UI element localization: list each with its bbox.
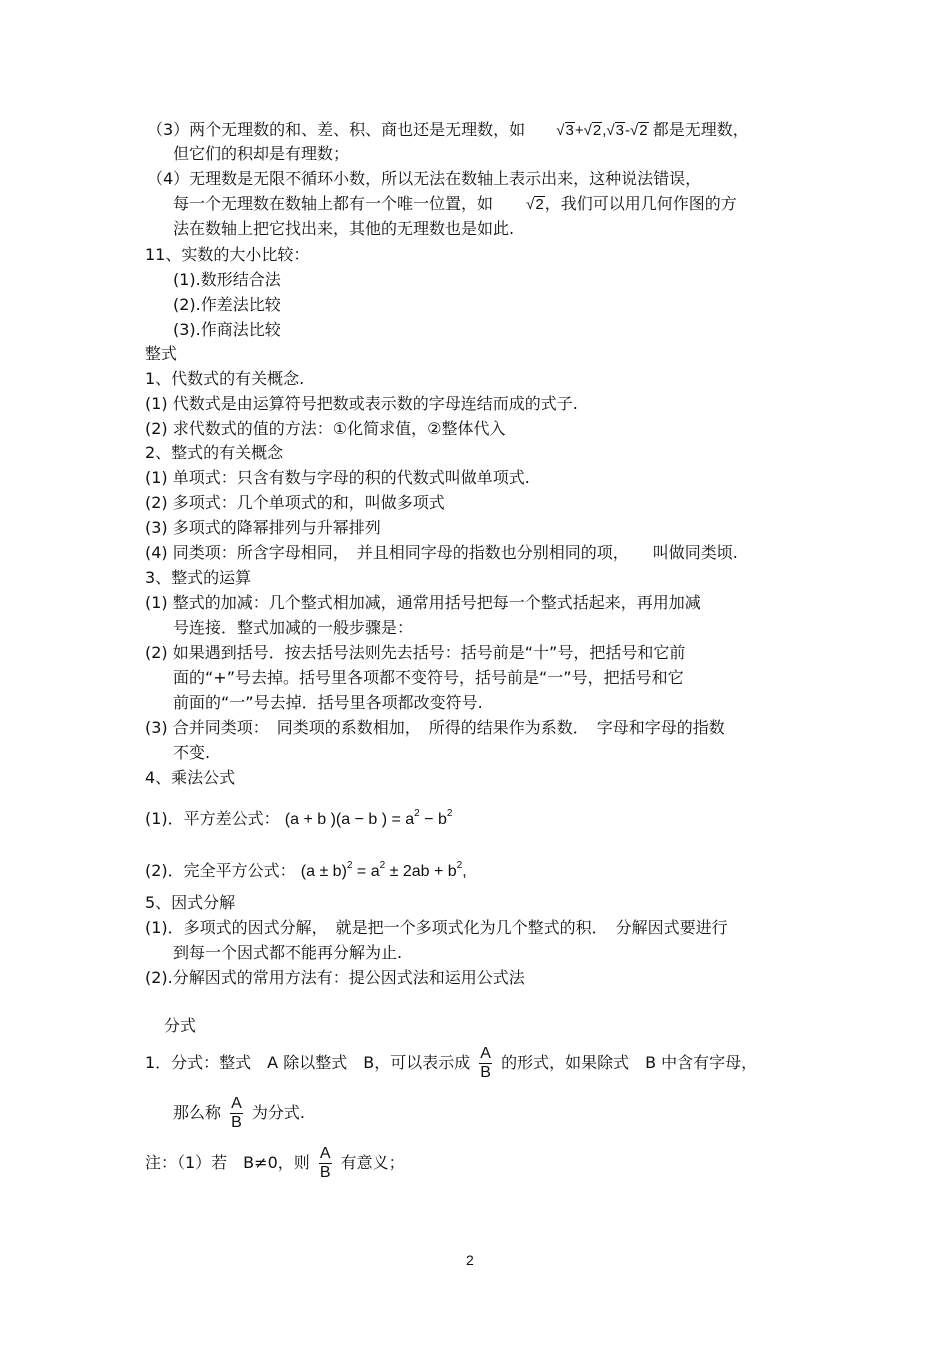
fraction-a-over-b: [319, 1145, 332, 1182]
list-item: (3).作商法比较: [173, 320, 281, 339]
text-segment: 的形式，如果除式 B 中含有字母，: [501, 1053, 758, 1072]
text-segment: 有意义；: [340, 1153, 405, 1172]
text-segment: 那么称: [173, 1103, 222, 1122]
text-segment: (1)．平方差公式：: [145, 809, 280, 828]
line-sqrt2-example: [173, 194, 737, 215]
exponent: 2: [446, 808, 453, 819]
text-line: 到每一个因式都不能再分解为止.: [173, 943, 403, 962]
text-line: （4）无理数是无限不循环小数，所以无法在数轴上表示出来，这种说法错误，: [147, 169, 702, 188]
sqrt-expression: √3+√2,√3-√2: [556, 122, 648, 139]
denominator: B: [480, 1064, 491, 1081]
definition-fraction-cont: [173, 1095, 305, 1132]
text-segment: ，我们可以用几何作图的方: [544, 194, 737, 213]
formula-part: (a ± b): [300, 863, 347, 880]
exponent: 2: [456, 860, 463, 871]
list-item: (3) 多项式的降幂排列与升幂排列: [145, 518, 381, 537]
denominator: B: [319, 1164, 331, 1181]
formula-part: (a + b )(a − b ) = a: [284, 811, 415, 828]
list-item: (1) 单项式：只含有数与字母的积的代数式叫做单项式.: [145, 468, 530, 487]
radicand: 2: [639, 122, 648, 139]
text-segment: 每一个无理数在数轴上都有一个唯一位置，如: [173, 194, 494, 213]
formula-part: = a: [352, 863, 380, 880]
list-item: (1) 整式的加减：几个整式相加减，通常用括号把每一个整式括起来，再用加减: [145, 593, 701, 612]
list-item: (2) 多项式：几个单项式的和，叫做多项式: [145, 493, 445, 512]
formula-part: − b: [419, 811, 447, 828]
fraction-a-over-b: [230, 1095, 243, 1132]
operator: -: [624, 122, 630, 139]
list-item: (2) 如果遇到括号．按去括号法则先去括号：括号前是“十”号，把括号和它前: [145, 643, 686, 662]
sqrt-expression: √2: [526, 196, 544, 213]
exponent: 2: [414, 808, 420, 819]
text-segment: （3）两个无理数的和、差、积、商也还是无理数，如: [147, 120, 526, 139]
list-item: (3) 合并同类项： 同类项的系数相加， 所得的结果作为系数． 字母和字母的指数: [145, 718, 725, 737]
operator: +: [574, 122, 584, 139]
text-segment: 都是无理数，: [652, 120, 749, 139]
page-number: 2: [466, 1252, 474, 1268]
numerator: A: [231, 1095, 242, 1112]
definition-fraction: [145, 1045, 757, 1082]
list-item: (1)．多项式的因式分解， 就是把一个多项式化为几个整式的积． 分解因式要进行: [145, 918, 728, 937]
radicand: 3: [615, 122, 624, 139]
list-item: (2) 求代数式的值的方法：①化简求值，②整体代入: [145, 419, 506, 438]
text-segment: 注：（1）若 B≠0，则: [145, 1153, 310, 1172]
note-fraction-meaningful: [145, 1145, 405, 1182]
text-line: 法在数轴上把它找出来，其他的无理数也是如此.: [173, 219, 515, 238]
text-segment: (2)．完全平方公式：: [145, 861, 296, 880]
formula-perfect-square: [145, 856, 467, 882]
section-heading: 1、代数式的有关概念.: [145, 369, 305, 388]
exponent: 2: [346, 860, 353, 871]
radicand: 2: [592, 122, 602, 139]
section-heading: 11、实数的大小比较：: [145, 245, 310, 264]
section-heading: 3、整式的运算: [145, 568, 252, 587]
section-heading: 4、乘法公式: [145, 768, 236, 787]
numerator: A: [480, 1045, 491, 1062]
text-line: 不变.: [173, 743, 211, 762]
operator: ,: [602, 122, 607, 139]
section-title: 整式: [145, 344, 178, 363]
list-item: (2).分解因式的常用方法有：提公因式法和运用公式法: [145, 968, 525, 987]
fraction-a-over-b: [479, 1045, 492, 1082]
formula: [300, 860, 467, 880]
radicand: 2: [535, 196, 544, 213]
formula-difference-of-squares: [145, 804, 452, 830]
formula: [284, 808, 453, 828]
list-item: (1).数形结合法: [173, 270, 281, 289]
line-irrational-3: [147, 120, 749, 141]
text-line: 但它们的积却是有理数；: [173, 144, 350, 163]
formula-part: ,: [462, 863, 467, 880]
list-item: (1) 代数式是由运算符号把数或表示数的字母连结而成的式子.: [145, 394, 578, 413]
text-line: 前面的“一”号去掉．括号里各项都改变符号.: [173, 693, 483, 712]
numerator: A: [319, 1145, 331, 1162]
section-heading: 2、整式的有关概念: [145, 443, 284, 462]
section-heading: 5、因式分解: [145, 893, 236, 912]
text-line: 面的“+”号去掉。括号里各项都不变符号，括号前是“一”号，把括号和它: [173, 668, 684, 687]
list-item: (2).作差法比较: [173, 295, 281, 314]
text-segment: 为分式.: [251, 1103, 305, 1122]
radicand: 3: [565, 122, 574, 139]
list-item: (4) 同类项：所含字母相同， 并且相同字母的指数也分别相同的项， 叫做同类顷.: [145, 543, 738, 562]
exponent: 2: [379, 860, 386, 871]
formula-part: ± 2ab + b: [385, 863, 457, 880]
denominator: B: [231, 1114, 242, 1131]
text-line: 号连接．整式加减的一般步骤是：: [173, 618, 414, 637]
text-segment: 1．分式：整式 A 除以整式 B，可以表示成: [145, 1053, 471, 1072]
section-title: 分式: [164, 1016, 197, 1035]
